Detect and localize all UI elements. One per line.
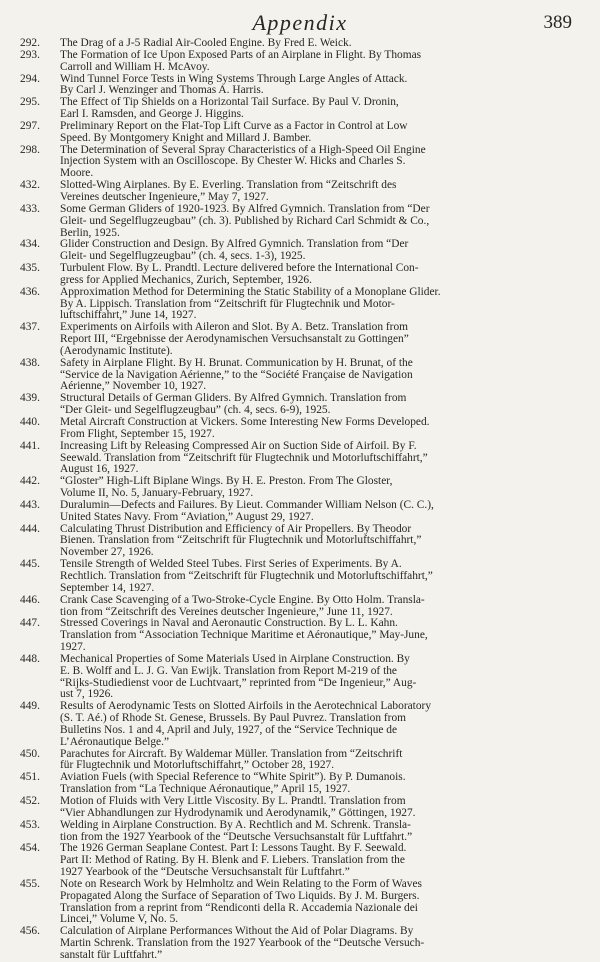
- entry-line: Approximation Method for Determining the Static Stability of a Monoplane Glider.: [60, 285, 441, 298]
- running-title: Appendix: [252, 10, 348, 35]
- entry-line: Tensile Strength of Welded Steel Tubes. First Series of Experiments. By A.: [60, 558, 402, 571]
- entry-line: United States Navy. From “Aviation,” August 29, 1927.: [60, 510, 314, 523]
- reference-entry: [20, 417, 578, 441]
- reference-entry: [20, 843, 578, 879]
- entry-text: [60, 180, 578, 204]
- entry-number: 454.: [20, 842, 40, 855]
- reference-entry: [20, 820, 578, 844]
- entry-line: Crank Case Scavenging of a Two-Stroke-Cycle Engine. By Otto Holm. Transla-: [60, 593, 425, 606]
- entry-line: Translation from “La Technique Aéronautique,” April 15, 1927.: [60, 783, 351, 796]
- entry-text: [60, 879, 578, 926]
- reference-entry: [20, 145, 578, 181]
- reference-entry: [20, 476, 578, 500]
- entry-line: Some German Gliders of 1920-1923. By Alfred Gymnich. Translation from “Der: [60, 202, 430, 215]
- entry-line: The 1926 German Seaplane Contest. Part I: Lessons Taught. By F. Seewald.: [60, 842, 407, 855]
- entry-line: Slotted-Wing Airplanes. By E. Everling. Translation from “Zeitschrift des: [60, 179, 397, 192]
- entry-text: [60, 926, 578, 962]
- entry-line: Injection System with an Oscilloscope. By Chester W. Hicks and Charles S.: [60, 155, 406, 168]
- entry-line: The Drag of a J-5 Radial Air-Cooled Engine. By Fred E. Weick.: [60, 37, 352, 49]
- entry-number: 452.: [20, 795, 40, 807]
- entry-line: Moore.: [60, 167, 94, 180]
- reference-entry: [20, 50, 578, 74]
- entry-line: Note on Research Work by Helmholtz and Wein Relating to the Form of Waves: [60, 877, 422, 890]
- entry-line: The Determination of Several Spray Characteristics of a High-Speed Oil Engine: [60, 143, 426, 156]
- entry-line: Speed. By Montgomery Knight and Millard J. Bamber.: [60, 131, 312, 144]
- entry-text: [60, 618, 578, 654]
- entry-line: Gleit- und Segelflugzeugbau” (ch. 3). Published by Richard Carl Schmidt & Co.,: [60, 214, 430, 227]
- entry-line: Duralumin—Defects and Failures. By Lieut. Commander William Nelson (C. C.),: [60, 498, 434, 511]
- reference-entry: [20, 772, 578, 796]
- entry-line: Structural Details of German Gliders. By Alfred Gymnich. Translation from: [60, 392, 407, 405]
- entry-text: [60, 358, 578, 394]
- entry-line: ust 7, 1926.: [60, 688, 114, 701]
- entry-number: 297.: [20, 119, 40, 132]
- entry-line: (S. T. Aé.) of Rhode St. Genese, Brussels. By Paul Puvrez. Translation from: [60, 712, 407, 725]
- entry-line: By Carl J. Wenzinger and Thomas A. Harris.: [60, 84, 264, 97]
- entry-number: 294.: [20, 72, 40, 85]
- entry-line: luftschiffahrt,” June 14, 1927.: [60, 309, 197, 322]
- entry-number: 456.: [20, 925, 40, 938]
- entry-line: Results of Aerodynamic Tests on Slotted Airfoils in the Aerotechnical Laboratory: [60, 700, 432, 713]
- entry-number: 295.: [20, 96, 40, 109]
- entry-line: für Flugtechnik und Motorluftschiffahrt,” October 28, 1927.: [60, 759, 335, 772]
- reference-list: [20, 38, 578, 962]
- reference-entry: [20, 121, 578, 145]
- entry-line: Volume II, No. 5, January-February, 1927.: [60, 487, 254, 500]
- entry-line: August 16, 1927.: [60, 463, 139, 476]
- entry-text: [60, 74, 578, 98]
- entry-line: Stressed Coverings in Naval and Aeronautic Construction. By L. L. Kahn.: [60, 617, 398, 630]
- reference-entry: [20, 559, 578, 595]
- entry-line: tion from “Zeitschrift des Vereines deutscher Ingenieure,” June 11, 1927.: [60, 605, 393, 618]
- reference-entry: [20, 97, 578, 121]
- entry-line: Aviation Fuels (with Special Reference to “White Spirit”). By P. Dumanois.: [60, 771, 406, 784]
- entry-text: [60, 772, 578, 796]
- entry-number: 293.: [20, 48, 40, 61]
- entry-line: Gleit- und Segelflugzeugbau” (ch. 4, secs. 1-3), 1925.: [60, 250, 306, 263]
- entry-text: [60, 843, 578, 879]
- entry-number: 436.: [20, 285, 40, 298]
- entry-line: Increasing Lift by Releasing Compressed Air on Suction Side of Airfoil. By F.: [60, 439, 417, 452]
- reference-entry: [20, 239, 578, 263]
- entry-number: 434.: [20, 238, 40, 251]
- entry-text: [60, 263, 578, 287]
- reference-entry: [20, 654, 578, 701]
- entry-line: Parachutes for Aircraft. By Waldemar Müller. Translation from “Zeitschrift: [60, 747, 403, 760]
- page-number: 389: [543, 12, 572, 33]
- reference-entry: [20, 926, 578, 962]
- entry-line: Mechanical Properties of Some Materials Used in Airplane Construction. By: [60, 652, 410, 665]
- entry-line: Martin Schrenk. Translation from the 1927 Yearbook of the “Deutsche Versuch-: [60, 937, 425, 950]
- reference-entry: [20, 618, 578, 654]
- entry-line: gress for Applied Mechanics, Zurich, September, 1926.: [60, 273, 312, 286]
- reference-entry: [20, 322, 578, 358]
- entry-text: [60, 287, 578, 323]
- entry-text: [60, 204, 578, 240]
- reference-entry: [20, 701, 578, 748]
- entry-text: [60, 145, 578, 181]
- entry-line: Calculating Thrust Distribution and Efficiency of Air Propellers. By Theodor: [60, 522, 412, 535]
- entry-number: 451.: [20, 771, 40, 784]
- entry-line: Lincei,” Volume V, No. 5.: [60, 913, 179, 926]
- reference-entry: [20, 393, 578, 417]
- entry-line: (Aerodynamic Institute).: [60, 344, 173, 357]
- entry-text: [60, 441, 578, 477]
- entry-line: Translation from “Association Technique Maritime et Aéronautique,” May-June,: [60, 629, 428, 642]
- entry-text: [60, 524, 578, 560]
- reference-entry: [20, 263, 578, 287]
- reference-entry: [20, 441, 578, 477]
- entry-number: 437.: [20, 321, 40, 334]
- entry-line: The Effect of Tip Shields on a Horizontal Tail Surface. By Paul V. Dronin,: [60, 96, 399, 109]
- entry-line: Bulletins Nos. 1 and 4, April and July, 1927, of the “Service Technique de: [60, 723, 398, 736]
- entry-line: By A. Lippisch. Translation from “Zeitschrift für Flugtechnik und Motor-: [60, 297, 395, 310]
- reference-entry: [20, 358, 578, 394]
- entry-line: September 14, 1927.: [60, 581, 155, 594]
- entry-number: 445.: [20, 558, 40, 571]
- entry-line: 1927 Yearbook of the “Deutsche Versuchsanstalt für Luftfahrt.”: [60, 866, 350, 879]
- reference-entry: [20, 500, 578, 524]
- entry-number: 450.: [20, 747, 40, 760]
- entry-number: 453.: [20, 818, 40, 831]
- entry-line: Turbulent Flow. By L. Prandtl. Lecture delivered before the International Con-: [60, 262, 419, 275]
- entry-line: Safety in Airplane Flight. By H. Brunat. Communication by H. Brunat, of the: [60, 356, 413, 369]
- entry-line: Seewald. Translation from “Zeitschrift für Flugtechnik und Motorluftschiffahrt,”: [60, 451, 428, 464]
- entry-line: Calculation of Airplane Performances Without the Aid of Polar Diagrams. By: [60, 925, 414, 938]
- entry-line: Experiments on Airfoils with Aileron and Slot. By A. Betz. Translation from: [60, 321, 409, 334]
- entry-text: [60, 239, 578, 263]
- entry-text: [60, 595, 578, 619]
- entry-line: “Service de la Navigation Aérienne,” to the “Société Française de Navigation: [60, 368, 413, 381]
- entry-number: 449.: [20, 700, 40, 713]
- entry-text: [60, 476, 578, 500]
- entry-line: Motion of Fluids with Very Little Viscosity. By L. Prandtl. Translation from: [60, 795, 406, 807]
- entry-number: 298.: [20, 143, 40, 156]
- reference-entry: [20, 879, 578, 926]
- entry-line: From Flight, September 15, 1927.: [60, 427, 215, 440]
- entry-line: “Der Gleit- und Segelflugzeugbau” (ch. 4, secs. 6-9), 1925.: [60, 404, 331, 417]
- entry-line: Metal Aircraft Construction at Vickers. Some Interesting New Forms Developed.: [60, 416, 430, 428]
- entry-number: 448.: [20, 652, 40, 665]
- entry-line: L’Aéronautique Belge.”: [60, 735, 170, 748]
- entry-number: 446.: [20, 593, 40, 606]
- entry-number: 455.: [20, 877, 40, 890]
- page-header: [0, 4, 600, 36]
- entry-number: 438.: [20, 356, 40, 369]
- entry-line: Propagated Along the Surface of Separation of Two Liquids. By J. M. Burgers.: [60, 889, 420, 902]
- entry-line: Vereines deutscher Ingenieure,” May 7, 1927.: [60, 190, 269, 203]
- entry-text: [60, 50, 578, 74]
- entry-line: Welding in Airplane Construction. By A. Rechtlich and M. Schrenk. Transla-: [60, 818, 411, 831]
- entry-line: Wind Tunnel Force Tests in Wing Systems Through Large Angles of Attack.: [60, 72, 408, 85]
- entry-text: [60, 500, 578, 524]
- entry-line: Berlin, 1925.: [60, 226, 120, 239]
- entry-line: November 27, 1926.: [60, 546, 154, 559]
- entry-text: [60, 393, 578, 417]
- reference-entry: [20, 180, 578, 204]
- entry-text: [60, 121, 578, 145]
- entry-text: [60, 796, 578, 820]
- entry-number: 435.: [20, 262, 40, 275]
- entry-number: 443.: [20, 498, 40, 511]
- entry-number: 292.: [20, 37, 40, 49]
- entry-text: [60, 559, 578, 595]
- entry-line: E. B. Wolff and L. J. G. Van Ewijk. Translation from Report M-219 of the: [60, 664, 397, 677]
- reference-entry: [20, 749, 578, 773]
- entry-line: Aérienne,” November 10, 1927.: [60, 380, 207, 393]
- reference-entry: [20, 74, 578, 98]
- entry-line: Report III, “Ergebnisse der Aerodynamischen Versuchsanstalt zu Gottingen”: [60, 333, 409, 346]
- reference-entry: [20, 524, 578, 560]
- entry-text: [60, 654, 578, 701]
- entry-number: 432.: [20, 179, 40, 192]
- entry-text: [60, 97, 578, 121]
- entry-text: [60, 417, 578, 441]
- entry-line: Earl I. Ramsden, and George J. Higgins.: [60, 108, 244, 121]
- reference-entry: [20, 204, 578, 240]
- entry-number: 444.: [20, 522, 40, 535]
- entry-line: Carroll and William H. McAvoy.: [60, 60, 210, 73]
- entry-line: Part II: Method of Rating. By H. Blenk and F. Liebers. Translation from the: [60, 854, 405, 867]
- entry-line: Preliminary Report on the Flat-Top Lift Curve as a Factor in Control at Low: [60, 119, 408, 132]
- entry-text: [60, 749, 578, 773]
- entry-number: 433.: [20, 202, 40, 215]
- entry-line: tion from the 1927 Yearbook of the “Deutsche Versuchsanstalt für Luftfahrt.”: [60, 830, 413, 843]
- entry-line: “Gloster” High-Lift Biplane Wings. By H. E. Preston. From The Gloster,: [60, 475, 393, 488]
- entry-text: [60, 322, 578, 358]
- entry-line: Bienen. Translation from “Zeitschrift für Flugtechnik und Motorluftschiffahrt,”: [60, 534, 422, 547]
- reference-entry: [20, 595, 578, 619]
- entry-line: sanstalt für Luftfahrt.”: [60, 948, 163, 961]
- entry-line: “Rijks-Studiedienst voor de Luchtvaart,” reprinted from “De Ingenieur,” Aug-: [60, 676, 417, 689]
- entry-text: [60, 820, 578, 844]
- entry-line: 1927.: [60, 641, 86, 654]
- entry-line: “Vier Abhandlungen zur Hydrodynamik und Aerodynamik,” Göttingen, 1927.: [60, 806, 416, 819]
- reference-entry: [20, 796, 578, 820]
- entry-line: Glider Construction and Design. By Alfred Gymnich. Translation from “Der: [60, 238, 409, 251]
- entry-number: 442.: [20, 475, 40, 488]
- entry-number: 441.: [20, 439, 40, 452]
- entry-line: The Formation of Ice Upon Exposed Parts of an Airplane in Flight. By Thomas: [60, 48, 422, 61]
- entry-line: Translation from a reprint from “Rendiconti della R. Accademia Nazionale dei: [60, 901, 418, 914]
- reference-entry: [20, 287, 578, 323]
- entry-line: Rechtlich. Translation from “Zeitschrift für Flugtechnik und Motorluftschiffahrt,”: [60, 569, 433, 582]
- entry-number: 440.: [20, 416, 40, 428]
- entry-number: 447.: [20, 617, 40, 630]
- entry-number: 439.: [20, 392, 40, 405]
- entry-text: [60, 701, 578, 748]
